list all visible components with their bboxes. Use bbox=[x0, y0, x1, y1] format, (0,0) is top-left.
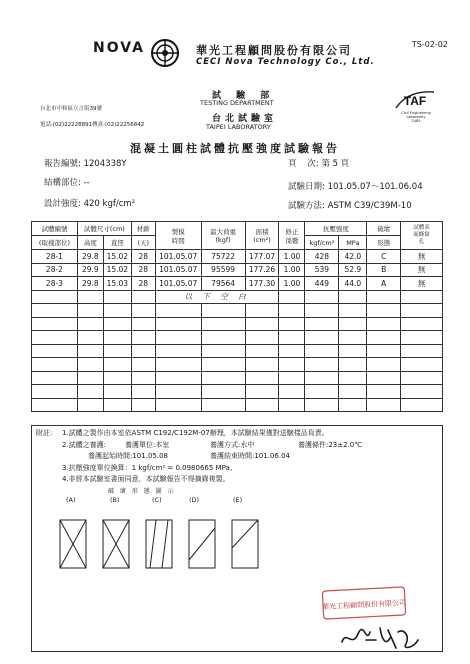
test-date-value: 101.05.07～101.06.04 bbox=[327, 182, 423, 192]
company-logo-text: NOVA bbox=[93, 40, 145, 56]
cell-area: 177.07 bbox=[245, 250, 279, 264]
notes-label: 附註: bbox=[36, 429, 53, 437]
cell-empty bbox=[305, 304, 339, 318]
cell-empty bbox=[77, 385, 103, 399]
taf-sub-line-1: Civil Engineering bbox=[401, 111, 431, 115]
cell-empty bbox=[305, 358, 339, 372]
cell-empty bbox=[339, 385, 367, 399]
cell-mpa: 42.0 bbox=[339, 250, 367, 264]
note-2-start: 養護起始時間:101.05.08 bbox=[88, 452, 168, 460]
test-method-label: 試驗方法: bbox=[288, 201, 325, 211]
test-date-label: 試驗日期: bbox=[288, 182, 325, 192]
cell-empty bbox=[103, 344, 131, 358]
cell-empty bbox=[155, 371, 201, 385]
cell-empty bbox=[155, 358, 201, 372]
note-1: 1.試體之製作由本室依ASTM C192/C192M-07辦理，本試驗結果僅對送驗樣品負責。 bbox=[62, 429, 329, 437]
header-honeycomb-3: 孔 bbox=[418, 239, 425, 245]
cell-fail: A bbox=[367, 277, 401, 291]
lab-en: TAIPEI LABORATORY bbox=[206, 123, 271, 131]
failure-label-e: (E) bbox=[233, 496, 243, 504]
seal-text: 華光工程顧問股份有限公司 bbox=[321, 598, 407, 612]
cell-id: 28-2 bbox=[32, 263, 78, 277]
cell-empty bbox=[401, 344, 443, 358]
cell-empty bbox=[401, 385, 443, 399]
cell-empty bbox=[305, 331, 339, 345]
cell-empty bbox=[245, 358, 279, 372]
header-load bbox=[201, 222, 245, 250]
cell-empty bbox=[131, 371, 155, 385]
design-strength-value: 420 bbox=[83, 199, 100, 209]
cell-area: 177.26 bbox=[245, 263, 279, 277]
header-corr bbox=[279, 222, 305, 250]
note-2-end: 養護結束時間:101.06.04 bbox=[210, 452, 290, 460]
cell-empty bbox=[201, 371, 245, 385]
header-mpa: MPa bbox=[339, 236, 367, 250]
cell-corr: 1.00 bbox=[279, 250, 305, 264]
empty-row bbox=[32, 385, 443, 399]
cell-empty bbox=[401, 317, 443, 331]
company-seal-stamp bbox=[321, 586, 406, 620]
failure-pattern-b bbox=[103, 520, 129, 568]
page-label: 頁 次: bbox=[288, 159, 319, 169]
cell-empty bbox=[305, 344, 339, 358]
taf-sub-line-2: Laboratory bbox=[406, 115, 426, 119]
test-date-field bbox=[288, 180, 423, 192]
cell-age: 28 bbox=[131, 277, 155, 291]
cell-date: 101.05.07 bbox=[155, 277, 201, 291]
header-fail: 破壞 bbox=[367, 222, 401, 236]
cell-empty bbox=[77, 398, 103, 412]
table-row bbox=[32, 250, 443, 264]
empty-row bbox=[32, 304, 443, 318]
cell-empty bbox=[279, 385, 305, 399]
cell-age: 28 bbox=[131, 263, 155, 277]
empty-row bbox=[32, 371, 443, 385]
company-name-cn: 華光工程顧問股份有限公司 bbox=[196, 44, 352, 57]
failure-pattern-e bbox=[232, 520, 258, 568]
failure-pattern-c bbox=[146, 520, 172, 568]
cell-empty bbox=[103, 304, 131, 318]
cell-empty bbox=[279, 358, 305, 372]
empty-row bbox=[32, 358, 443, 372]
report-no-field bbox=[44, 157, 127, 169]
blank-below-note: 以 下 空 白 bbox=[155, 290, 279, 304]
cell-empty bbox=[32, 290, 78, 304]
cell-empty bbox=[367, 371, 401, 385]
cell-load: 95599 bbox=[201, 263, 245, 277]
cell-empty bbox=[131, 398, 155, 412]
cell-height: 29.8 bbox=[77, 277, 103, 291]
cell-empty bbox=[201, 358, 245, 372]
cell-load: 75722 bbox=[201, 250, 245, 264]
design-strength-field bbox=[44, 197, 135, 209]
cell-empty bbox=[305, 385, 339, 399]
cell-empty bbox=[155, 331, 201, 345]
header-made bbox=[155, 222, 201, 250]
cell-empty bbox=[131, 304, 155, 318]
company-logo-icon bbox=[150, 38, 180, 68]
cell-empty bbox=[245, 344, 279, 358]
cell-empty bbox=[367, 290, 401, 304]
cell-age: 28 bbox=[131, 250, 155, 264]
cell-empty bbox=[367, 398, 401, 412]
cell-empty bbox=[77, 371, 103, 385]
cell-empty bbox=[245, 398, 279, 412]
cell-honeycomb: 無 bbox=[401, 277, 443, 291]
note-2-method: 養護方式:水中 bbox=[210, 441, 255, 449]
table-header-row bbox=[32, 222, 443, 236]
cell-corr: 1.00 bbox=[279, 263, 305, 277]
header-kgf: kgf/cm² bbox=[305, 236, 339, 250]
cell-empty bbox=[77, 304, 103, 318]
empty-row bbox=[32, 317, 443, 331]
cell-height: 29.8 bbox=[77, 250, 103, 264]
cell-empty bbox=[245, 385, 279, 399]
header-load-1: 最大荷重 bbox=[210, 228, 237, 236]
document-code: TS-02-02 bbox=[411, 40, 448, 49]
cell-date: 101.05.07 bbox=[155, 250, 201, 264]
cell-empty bbox=[103, 358, 131, 372]
cell-empty bbox=[245, 317, 279, 331]
company-name-en: CECI Nova Technology Co., Ltd. bbox=[196, 57, 375, 67]
header-load-2: (kgf) bbox=[215, 236, 231, 244]
results-table bbox=[31, 221, 443, 412]
cell-empty bbox=[32, 317, 78, 331]
cell-empty bbox=[401, 304, 443, 318]
empty-row bbox=[32, 331, 443, 345]
empty-row bbox=[32, 398, 443, 412]
cell-empty bbox=[77, 358, 103, 372]
cell-empty bbox=[305, 290, 339, 304]
note-2-title: 2.試體之養護: bbox=[62, 441, 107, 449]
cell-empty bbox=[339, 358, 367, 372]
header-made-2: 時間 bbox=[171, 236, 185, 245]
design-strength-label: 設計強度: bbox=[44, 199, 81, 209]
report-no-value: 1204338Y bbox=[83, 159, 127, 169]
page-field bbox=[288, 157, 349, 169]
cell-empty bbox=[245, 371, 279, 385]
cell-empty bbox=[131, 317, 155, 331]
cell-empty bbox=[32, 331, 78, 345]
structure-value: -- bbox=[83, 178, 90, 188]
header-honeycomb-2: 面蜂窩 bbox=[413, 232, 430, 238]
test-method-value: ASTM C39/C39M-10 bbox=[327, 201, 412, 211]
header-area-1: 面積 bbox=[255, 228, 269, 236]
cell-empty bbox=[367, 317, 401, 331]
cell-date: 101.05.07 bbox=[155, 263, 201, 277]
header-corr-1: 修正 bbox=[285, 227, 299, 236]
cell-empty bbox=[245, 331, 279, 345]
failure-pattern-diagrams bbox=[58, 518, 278, 572]
cell-empty bbox=[401, 331, 443, 345]
cell-empty bbox=[201, 304, 245, 318]
header-area bbox=[245, 222, 279, 250]
cell-empty bbox=[279, 344, 305, 358]
cell-empty bbox=[367, 344, 401, 358]
table-row bbox=[32, 277, 443, 291]
cell-empty bbox=[77, 331, 103, 345]
cell-diameter: 15.02 bbox=[103, 263, 131, 277]
test-method-field bbox=[288, 199, 412, 211]
lab-cn: 台北試驗室 bbox=[212, 114, 278, 124]
header-fail-type: 形態 bbox=[367, 236, 401, 250]
cell-empty bbox=[367, 385, 401, 399]
header-size: 試體尺寸(cm) bbox=[77, 222, 131, 236]
header-specimen-no: 試體編號 bbox=[32, 222, 78, 236]
cell-empty bbox=[367, 331, 401, 345]
cell-empty bbox=[32, 358, 78, 372]
cell-empty bbox=[32, 385, 78, 399]
cell-empty bbox=[155, 398, 201, 412]
cell-empty bbox=[155, 304, 201, 318]
cell-empty bbox=[339, 290, 367, 304]
cell-empty bbox=[279, 290, 305, 304]
cell-fail: B bbox=[367, 263, 401, 277]
header-height: 高度 bbox=[77, 236, 103, 250]
header-sampling: (取樣部位) bbox=[32, 236, 78, 250]
header-corr-2: 係數 bbox=[285, 236, 299, 245]
cell-empty bbox=[401, 358, 443, 372]
note-2-condition: 養護條件:23±2.0℃ bbox=[298, 441, 363, 449]
cell-empty bbox=[103, 290, 131, 304]
taf-logo-icon bbox=[394, 88, 436, 110]
cell-kgf: 428 bbox=[305, 250, 339, 264]
taf-logo-text: TAF bbox=[403, 94, 427, 108]
failure-pattern-d bbox=[189, 520, 215, 568]
cell-empty bbox=[131, 385, 155, 399]
cell-empty bbox=[155, 385, 201, 399]
department-en: TESTING DEPARTMENT bbox=[200, 99, 274, 107]
cell-empty bbox=[32, 371, 78, 385]
failure-pattern-a bbox=[60, 520, 86, 568]
cell-empty bbox=[155, 317, 201, 331]
phone-fax: 電話:(02)22228891傳真:(02)22256842 bbox=[40, 122, 145, 128]
cell-empty bbox=[305, 398, 339, 412]
cell-empty bbox=[245, 304, 279, 318]
cell-corr: 1.00 bbox=[279, 277, 305, 291]
cell-empty bbox=[103, 398, 131, 412]
header-diameter: 直徑 bbox=[103, 236, 131, 250]
cell-kgf: 449 bbox=[305, 277, 339, 291]
note-4: 4.非經本試驗室書面同意，本試驗報告不得摘錄複製。 bbox=[62, 475, 230, 483]
cell-empty bbox=[339, 398, 367, 412]
header-area-2: (cm²) bbox=[253, 236, 271, 244]
note-3: 3.抗壓強度單位換算：1 kgf/cm² = 0.0980665 MPa。 bbox=[62, 464, 237, 472]
cell-empty bbox=[401, 371, 443, 385]
cell-height: 29.9 bbox=[77, 263, 103, 277]
cell-empty bbox=[305, 371, 339, 385]
cell-empty bbox=[131, 358, 155, 372]
cell-empty bbox=[131, 331, 155, 345]
cell-empty bbox=[279, 331, 305, 345]
cell-empty bbox=[339, 317, 367, 331]
cell-empty bbox=[77, 317, 103, 331]
cell-empty bbox=[201, 331, 245, 345]
report-no-label: 報告編號: bbox=[44, 159, 81, 169]
cell-empty bbox=[279, 398, 305, 412]
cell-empty bbox=[103, 371, 131, 385]
cell-empty bbox=[401, 398, 443, 412]
cell-area: 177.30 bbox=[245, 277, 279, 291]
cell-empty bbox=[401, 290, 443, 304]
cell-empty bbox=[77, 344, 103, 358]
design-strength-unit: kgf/cm² bbox=[102, 199, 136, 209]
cell-empty bbox=[339, 304, 367, 318]
cell-empty bbox=[339, 331, 367, 345]
header-honeycomb-1: 試體表 bbox=[413, 225, 430, 231]
header-strength: 抗壓強度 bbox=[305, 222, 367, 236]
cell-empty bbox=[305, 317, 339, 331]
cell-kgf: 539 bbox=[305, 263, 339, 277]
structure-label: 結構部位: bbox=[44, 178, 81, 188]
cell-honeycomb: 無 bbox=[401, 263, 443, 277]
cell-empty bbox=[32, 304, 78, 318]
cell-diameter: 15.02 bbox=[103, 250, 131, 264]
cell-empty bbox=[32, 398, 78, 412]
report-title: 混凝土圓柱試體抗壓強度試驗報告 bbox=[130, 142, 340, 155]
cell-mpa: 52.9 bbox=[339, 263, 367, 277]
taf-sub-line-3: 2485 bbox=[411, 119, 421, 123]
cell-empty bbox=[201, 317, 245, 331]
cell-id: 28-3 bbox=[32, 277, 78, 291]
cell-load: 79564 bbox=[201, 277, 245, 291]
taf-subtext bbox=[394, 111, 438, 123]
empty-row bbox=[32, 344, 443, 358]
cell-fail: C bbox=[367, 250, 401, 264]
cell-empty bbox=[201, 398, 245, 412]
cell-empty bbox=[201, 344, 245, 358]
cell-empty bbox=[279, 371, 305, 385]
address: 台北市中和區立言街39號 bbox=[40, 106, 102, 112]
cell-honeycomb: 無 bbox=[401, 250, 443, 264]
cell-empty bbox=[367, 304, 401, 318]
structure-field bbox=[44, 176, 90, 188]
cell-diameter: 15.03 bbox=[103, 277, 131, 291]
cell-empty bbox=[201, 385, 245, 399]
page-value: 第 5 頁 bbox=[321, 159, 350, 169]
cell-empty bbox=[279, 317, 305, 331]
failure-label-b: (B) bbox=[110, 496, 120, 504]
table-row-blank-note bbox=[32, 290, 443, 304]
cell-empty bbox=[279, 304, 305, 318]
cell-empty bbox=[131, 344, 155, 358]
cell-empty bbox=[103, 317, 131, 331]
note-2-unit: 養護單位:本室 bbox=[125, 441, 170, 449]
cell-empty bbox=[77, 290, 103, 304]
cell-id: 28-1 bbox=[32, 250, 78, 264]
cell-empty bbox=[367, 358, 401, 372]
header-made-1: 製模 bbox=[171, 227, 185, 236]
header-age: 材齡 bbox=[131, 222, 155, 236]
cell-empty bbox=[339, 344, 367, 358]
table-row bbox=[32, 263, 443, 277]
failure-diagram-title: 破 壞 形 態 圖 示 bbox=[108, 488, 176, 495]
cell-empty bbox=[103, 331, 131, 345]
cell-empty bbox=[339, 371, 367, 385]
seal-icon bbox=[321, 586, 406, 620]
header-age-unit: (天) bbox=[131, 236, 155, 250]
header-honeycomb bbox=[401, 222, 443, 250]
cell-empty bbox=[155, 344, 201, 358]
failure-label-a: (A) bbox=[66, 496, 76, 504]
cell-empty bbox=[32, 344, 78, 358]
cell-empty bbox=[103, 385, 131, 399]
cell-empty bbox=[131, 290, 155, 304]
signature-icon bbox=[336, 620, 424, 654]
department-cn: 試 驗 部 bbox=[212, 91, 276, 101]
failure-label-d: (D) bbox=[189, 496, 200, 504]
cell-mpa: 44.0 bbox=[339, 277, 367, 291]
failure-label-c: (C) bbox=[152, 496, 162, 504]
